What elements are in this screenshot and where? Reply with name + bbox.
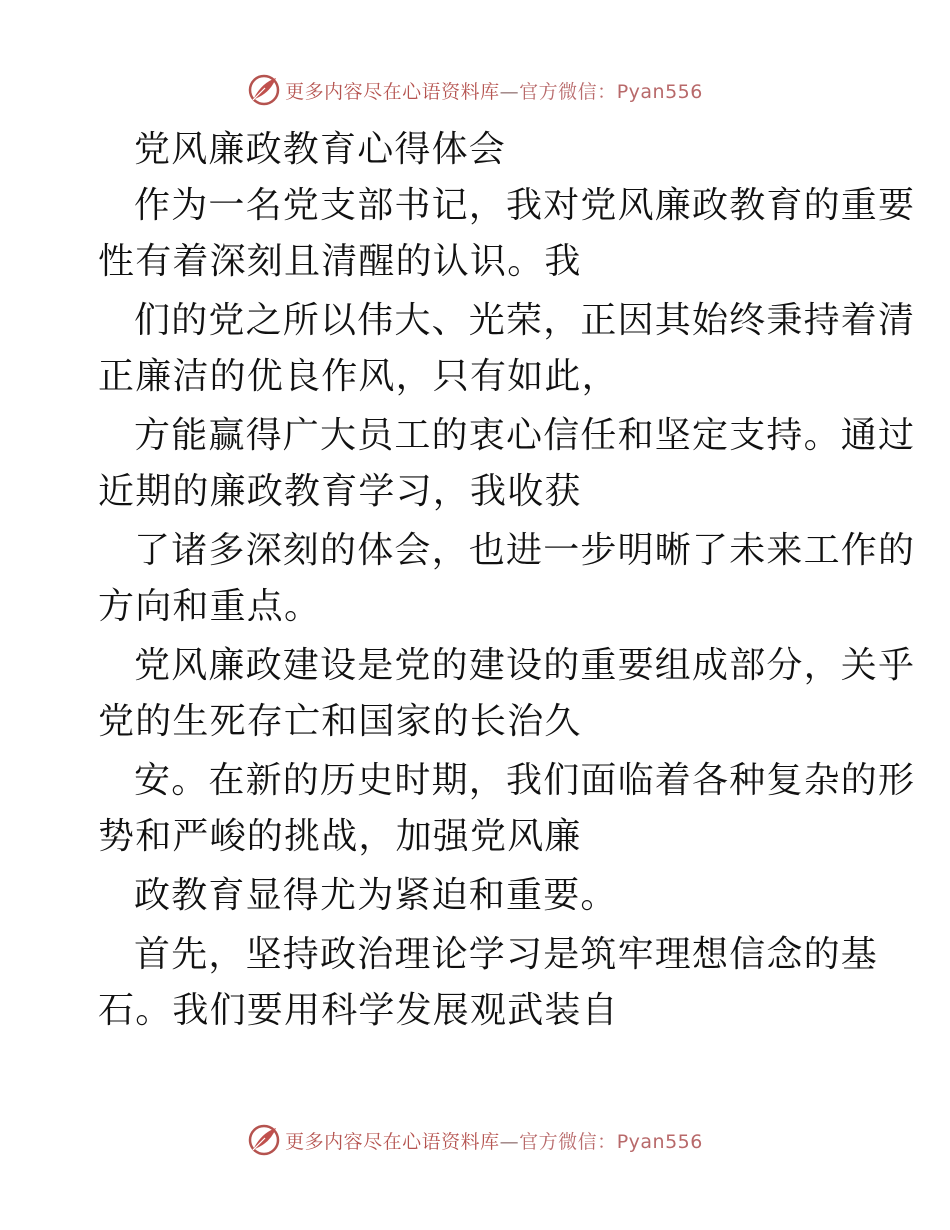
footer-separator: — <box>499 1130 520 1153</box>
text-line: 作为一名党支部书记，我对党风廉政教育的重要 <box>134 185 916 226</box>
document-title: 党风廉政教育心得体会 <box>134 129 507 170</box>
text-line: 首先，坚持政治理论学习是筑牢理想信念的基 <box>134 934 879 975</box>
footer-wechat-id: Pyan556 <box>616 1130 703 1153</box>
text-line: 党的生死存亡和国家的长治久 <box>98 701 582 742</box>
text-line: 政教育显得尤为紧迫和重要。 <box>134 875 618 916</box>
text-line: 性有着深刻且清醒的认识。我 <box>98 241 582 282</box>
header-banner <box>0 70 950 110</box>
header-separator: — <box>499 80 520 103</box>
text-line: 近期的廉政教育学习，我收获 <box>98 471 582 512</box>
text-line: 安。在新的历史时期，我们面临着各种复杂的形 <box>134 760 916 801</box>
footer-site: 更多内容尽在心语资料库 <box>285 1130 500 1153</box>
text-line: 党风廉政建设是党的建设的重要组成部分，关乎 <box>134 645 916 686</box>
header-wechat-label: 官方微信： <box>519 80 617 103</box>
text-line: 方向和重点。 <box>98 586 322 627</box>
header-site: 更多内容尽在心语资料库 <box>285 80 500 103</box>
footer-text <box>285 1127 703 1154</box>
feather-pen-logo-icon <box>247 73 281 107</box>
footer-banner <box>0 1120 950 1160</box>
text-line: 势和严峻的挑战，加强党风廉 <box>98 816 582 857</box>
footer-wechat-label: 官方微信： <box>519 1130 617 1153</box>
text-line: 正廉洁的优良作风，只有如此， <box>98 356 619 397</box>
header-text <box>285 77 703 104</box>
text-line: 了诸多深刻的体会，也进一步明晰了未来工作的 <box>134 530 916 571</box>
header-wechat-id: Pyan556 <box>616 80 703 103</box>
text-line: 方能赢得广大员工的衷心信任和坚定支持。通过 <box>134 415 916 456</box>
text-line: 石。我们要用科学发展观武装自 <box>98 990 619 1031</box>
text-line: 们的党之所以伟大、光荣，正因其始终秉持着清 <box>134 300 916 341</box>
feather-pen-logo-icon <box>247 1123 281 1157</box>
